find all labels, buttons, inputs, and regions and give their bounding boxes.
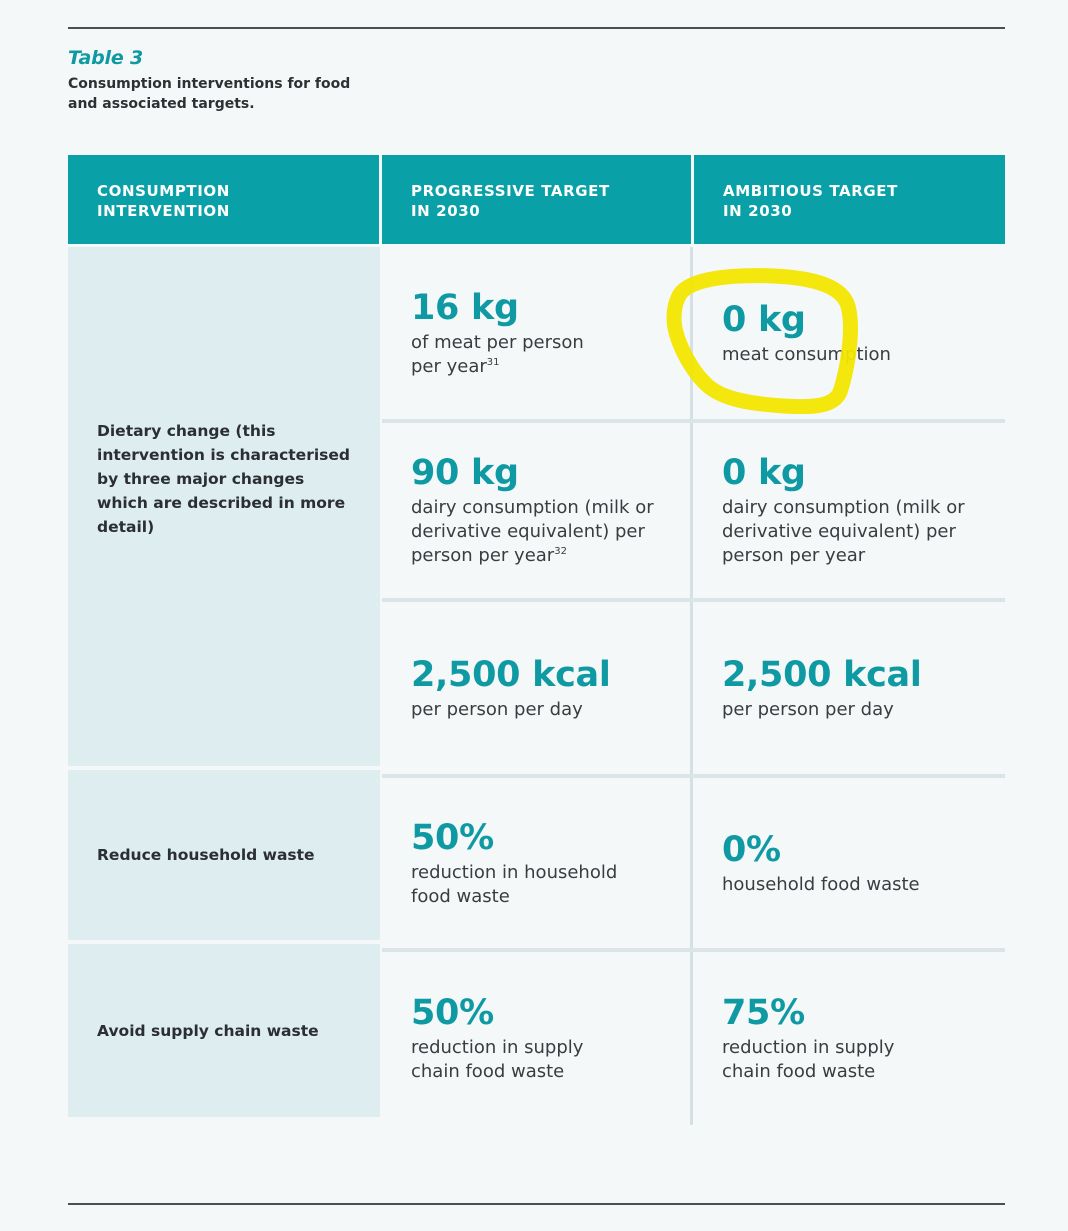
consumption-targets-table bbox=[68, 155, 1005, 1125]
top-rule bbox=[68, 27, 1005, 29]
intervention-household-waste: Reduce household waste bbox=[68, 770, 380, 940]
header-ambitious-target: AMBITIOUS TARGET IN 2030 bbox=[694, 155, 1005, 244]
table-caption bbox=[68, 47, 368, 114]
table-row-meat bbox=[382, 247, 1005, 423]
progressive-supply-chain-cell: 50% reduction in supply chain food waste bbox=[382, 952, 693, 1125]
table-row-calories bbox=[382, 602, 1005, 778]
progressive-calories-cell: 2,500 kcal per person per day bbox=[382, 602, 693, 774]
progressive-dairy-cell: 90 kg dairy consumption (milk or derivative equivalent) per person per year$^{32}$ bbox=[382, 423, 693, 598]
intervention-supply-chain-waste: Avoid supply chain waste bbox=[68, 944, 380, 1117]
table-row-dairy bbox=[382, 423, 1005, 602]
targets-columns bbox=[382, 247, 1005, 1125]
table-description: Consumption interventions for food and associated targets. bbox=[68, 76, 351, 112]
table-body bbox=[68, 247, 1005, 1125]
progressive-household-waste-cell: 50% reduction in household food waste bbox=[382, 778, 693, 948]
ambitious-supply-chain-cell: 75% reduction in supply chain food waste bbox=[693, 952, 1005, 1125]
intervention-column bbox=[68, 247, 380, 1125]
bottom-rule bbox=[68, 1203, 1005, 1205]
table-row-supply-chain-waste bbox=[382, 952, 1005, 1125]
ambitious-household-waste-cell: 0% household food waste bbox=[693, 778, 1005, 948]
ambitious-meat-cell: 0 kg meat consumption bbox=[693, 247, 1005, 419]
ambitious-dairy-cell: 0 kg dairy consumption (milk or derivative equivalent) per person per year bbox=[693, 423, 1005, 598]
header-progressive-target: PROGRESSIVE TARGET IN 2030 bbox=[382, 155, 691, 244]
table-label: Table 3 bbox=[68, 47, 143, 69]
progressive-meat-cell: 16 kg of meat per person per year$^{31}$ bbox=[382, 247, 693, 419]
table-row-household-waste bbox=[382, 778, 1005, 952]
ambitious-calories-cell: 2,500 kcal per person per day bbox=[693, 602, 1005, 774]
footnote-ref: 32 bbox=[554, 546, 567, 557]
table-header-row bbox=[68, 155, 1005, 244]
intervention-dietary-change: Dietary change (this intervention is characterised by three major changes which are described in more detail) bbox=[68, 247, 380, 766]
footnote-ref: 31 bbox=[486, 356, 500, 368]
header-consumption-intervention: CONSUMPTION INTERVENTION bbox=[68, 155, 379, 244]
